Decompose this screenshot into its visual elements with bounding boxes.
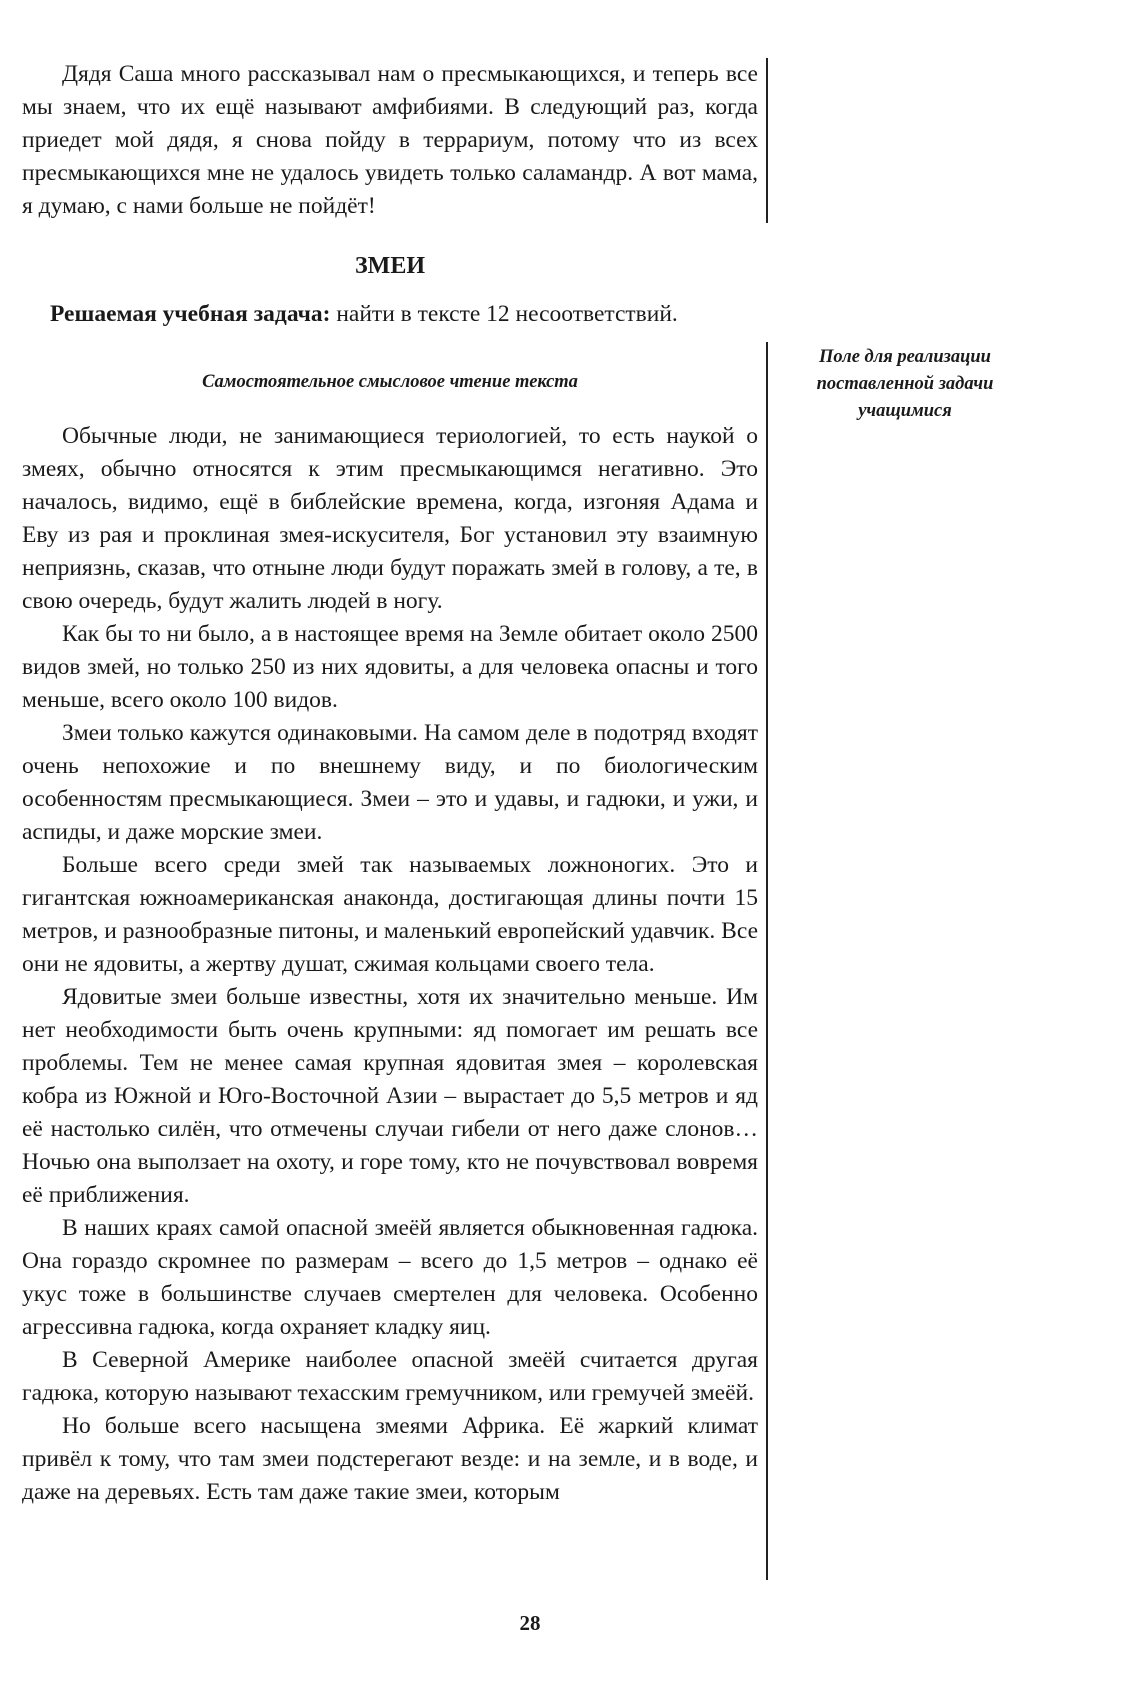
margin-rule-top bbox=[766, 58, 768, 223]
side-note bbox=[790, 344, 1020, 425]
paragraph: В наших краях самой опасной змеёй является обыкновенная гадюка. Она гораздо скромнее по размерам – всего до 1,5 метров – однако её укус тоже в большинстве случаев смертелен для человека. Особенно агрессивна гадюка, когда охраняет кладку яиц. bbox=[22, 1215, 758, 1340]
section-title: ЗМЕИ bbox=[355, 253, 425, 279]
paragraph: Как бы то ни было, а в настоящее время на Земле обитает около 2500 видов змей, но только 250 из них ядовиты, а для человека опасны и того меньше, всего около 100 видов. bbox=[22, 621, 758, 713]
page-number: 28 bbox=[519, 1611, 541, 1635]
side-note-line: поставленной задачи bbox=[816, 374, 994, 394]
paragraph: Обычные люди, не занимающиеся териологией, то есть наукой о змеях, обычно относятся к этим пресмыкающимся негативно. Это началось, видимо, ещё в библейские времена, когда, изгоняя Адама и Еву из рая и проклиная змея-искусителя, Бог установил эту взаимную неприязнь, сказав, что отныне люди будут поражать змей в голову, а те, в свою очередь, будут жалить людей в ногу. bbox=[22, 423, 758, 614]
margin-rule-main bbox=[766, 342, 768, 1580]
intro-paragraph: Дядя Саша много рассказывал нам о пресмыкающихся, и теперь все мы знаем, что их ещё называют амфибиями. В следующий раз, когда приедет мой дядя, я снова пойду в террариум, потому что из всех пресмыкающихся мне не удалось увидеть только саламандр. А вот мама, я думаю, с нами больше не пойдёт! bbox=[22, 61, 758, 219]
main-text bbox=[22, 420, 758, 1509]
paragraph: В Северной Америке наиболее опасной змеёй считается другая гадюка, которую называют техасским гремучником, или гремучей змеёй. bbox=[22, 1347, 758, 1406]
task-text: найти в тексте 12 несоответствий. bbox=[330, 301, 678, 327]
paragraph: Змеи только кажутся одинаковыми. На самом деле в подотряд входят очень непохожие и по внешнему виду, и по биологическим особенностям пресмыкающиеся. Змеи – это и удавы, и гадюки, и ужи, и аспиды, и даже морские змеи. bbox=[22, 720, 758, 845]
task-statement bbox=[50, 299, 770, 329]
reading-subheading: Самостоятельное смысловое чтение текста bbox=[202, 372, 578, 392]
task-label: Решаемая учебная задача: bbox=[50, 301, 331, 327]
paragraph: Больше всего среди змей так называемых ложноногих. Это и гигантская южноамериканская анаконда, достигающая длины почти 15 метров, и разнообразные питоны, и маленький европейский удавчик. Все они не ядовиты, а жертву душат, сжимая кольцами своего тела. bbox=[22, 852, 758, 977]
side-note-line: учащимися bbox=[858, 401, 952, 421]
paragraph: Ядовитые змеи больше известны, хотя их значительно меньше. Им нет необходимости быть очень крупными: яд помогает им решать все проблемы. Тем не менее самая крупная ядовитая змея – королевская кобра из Южной и Юго-Восточной Азии – вырастает до 5,5 метров и яд её настолько силён, что отмечены случаи гибели от него даже слонов… Ночью она выползает на охоту, и горе тому, кто не почувствовал вовремя её приближения. bbox=[22, 984, 758, 1208]
paragraph: Но больше всего насыщена змеями Африка. Её жаркий климат привёл к тому, что там змеи подстерегают везде: и на земле, и в воде, и даже на деревьях. Есть там даже такие змеи, которым bbox=[22, 1413, 758, 1505]
intro-text bbox=[22, 58, 758, 223]
side-note-line: Поле для реализации bbox=[819, 347, 991, 367]
